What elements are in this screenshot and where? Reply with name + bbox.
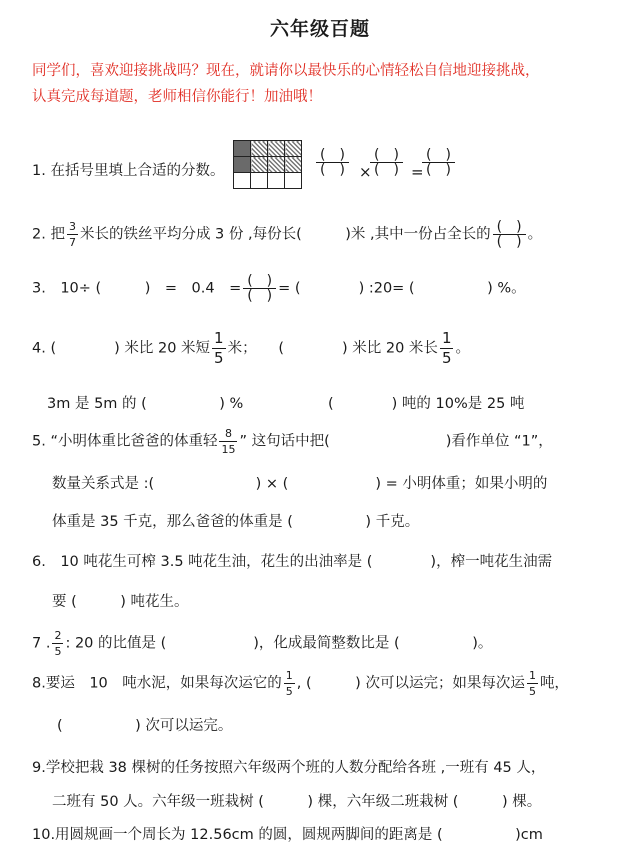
q8-fraction-1: $\frac{1}{5}$ <box>285 669 293 698</box>
q4-fraction-1: $\frac{1}{5}$ <box>214 329 224 367</box>
q2-text-b: 米长的铁丝平均分成 3 份 ,每份长( )米 ,其中一份占全长的 <box>79 226 491 243</box>
q5-line-3: 体重是 35 千克，那么爸爸的体重是 ( ) 千克。 <box>52 514 420 530</box>
q5-text-b: ” 这句话中把( )看作单位 “1”， <box>239 433 553 450</box>
q4-line-2b: ( ) 吨的 10%是 25 吨 <box>328 396 525 412</box>
q1-times-sign: × <box>359 163 372 181</box>
q10-line-1: 10.用圆规画一个周长为 12.56cm 的圆，圆规两脚间的距离是 ( )cm <box>32 827 543 843</box>
q6-line-2: 要 ( ) 吨花生。 <box>52 594 189 610</box>
q5-text-a: 5. “小明体重比爸爸的体重轻 <box>32 433 218 450</box>
q4-line-2a: 3m 是 5m 的 ( ) % <box>47 396 244 412</box>
q8-text-b: , ( ) 次可以运完；如果每次运 <box>296 675 525 692</box>
q7-text-b: : 20 的比值是 ( )，化成最简整数比是 ( )。 <box>65 635 493 652</box>
q8-fraction-2: $\frac{1}{5}$ <box>528 669 536 698</box>
q4-text-a: 4. ( ) 米比 20 米短 <box>32 340 211 357</box>
q5-line-2: 数量关系式是 :( ) × ( ) = 小明体重；如果小明的 <box>52 476 548 492</box>
q7-line <box>32 630 492 657</box>
q7-text-a: 7 . <box>32 635 51 652</box>
fraction-grid-figure <box>233 140 302 189</box>
intro-line-2: 认真完成每道题，老师相信你能行！加油哦！ <box>32 89 322 105</box>
q3-text-a: 3. 10÷ ( ) = 0.4 = <box>32 280 242 297</box>
q2-line <box>32 220 542 249</box>
q4-end: 。 <box>455 340 470 357</box>
q6-line-1: 6. 10 吨花生可榨 3.5 吨花生油，花生的出油率是 ( )，榨一吨花生油需 <box>32 554 553 570</box>
q7-fraction: $\frac{2}{5}$ <box>54 629 62 658</box>
q2-text-a: 2. 把 <box>32 226 65 243</box>
q9-line-1: 9.学校把栽 38 棵树的任务按照六年级两个班的人数分配给各班 ,一班有 45 人， <box>32 760 546 776</box>
q1-fraction-blank-3[interactable]: ( ) ( ) <box>422 148 455 177</box>
q2-fraction-blank[interactable]: $\frac{( )}{( )}$ <box>493 220 526 249</box>
q4-fraction-2: $\frac{1}{5}$ <box>441 329 452 367</box>
intro-line-1: 同学们，喜欢迎接挑战吗？现在，就请你以最快乐的心情轻松自信地迎接挑战， <box>32 63 540 79</box>
q2-end: 。 <box>527 226 543 243</box>
q3-text-b: = ( ) :20= ( ) %。 <box>278 280 526 297</box>
q3-fraction-blank[interactable]: $\frac{( )}{( )}$ <box>243 274 276 303</box>
q8-line-1 <box>32 670 569 697</box>
q1-fraction-blank-1[interactable]: ( ) ( ) <box>316 148 349 177</box>
q1-fraction-blank-2[interactable]: ( ) ( ) <box>370 148 403 177</box>
q8-text-a: 8.要运 10 吨水泥，如果每次运它的 <box>32 675 282 692</box>
q2-fraction: $\frac{3}{7}$ <box>68 220 76 249</box>
q8-text-c: 吨， <box>539 675 569 692</box>
q8-line-2: ( ) 次可以运完。 <box>57 718 233 734</box>
q5-line-1 <box>32 428 553 455</box>
q9-line-2: 二班有 50 人。六年级一班栽树 ( ) 棵，六年级二班栽树 ( ) 棵。 <box>52 794 542 810</box>
q1-text: 1. 在括号里填上合适的分数。 <box>32 163 225 179</box>
q5-fraction: $\frac{8}{15}$ <box>221 427 236 456</box>
q1-equals-sign: = <box>411 163 424 181</box>
q4-text-b: 米； ( ) 米比 20 米长 <box>227 340 438 357</box>
q4-line <box>32 331 470 366</box>
q3-line <box>32 274 526 303</box>
page-title: 六年级百题 <box>269 18 370 40</box>
